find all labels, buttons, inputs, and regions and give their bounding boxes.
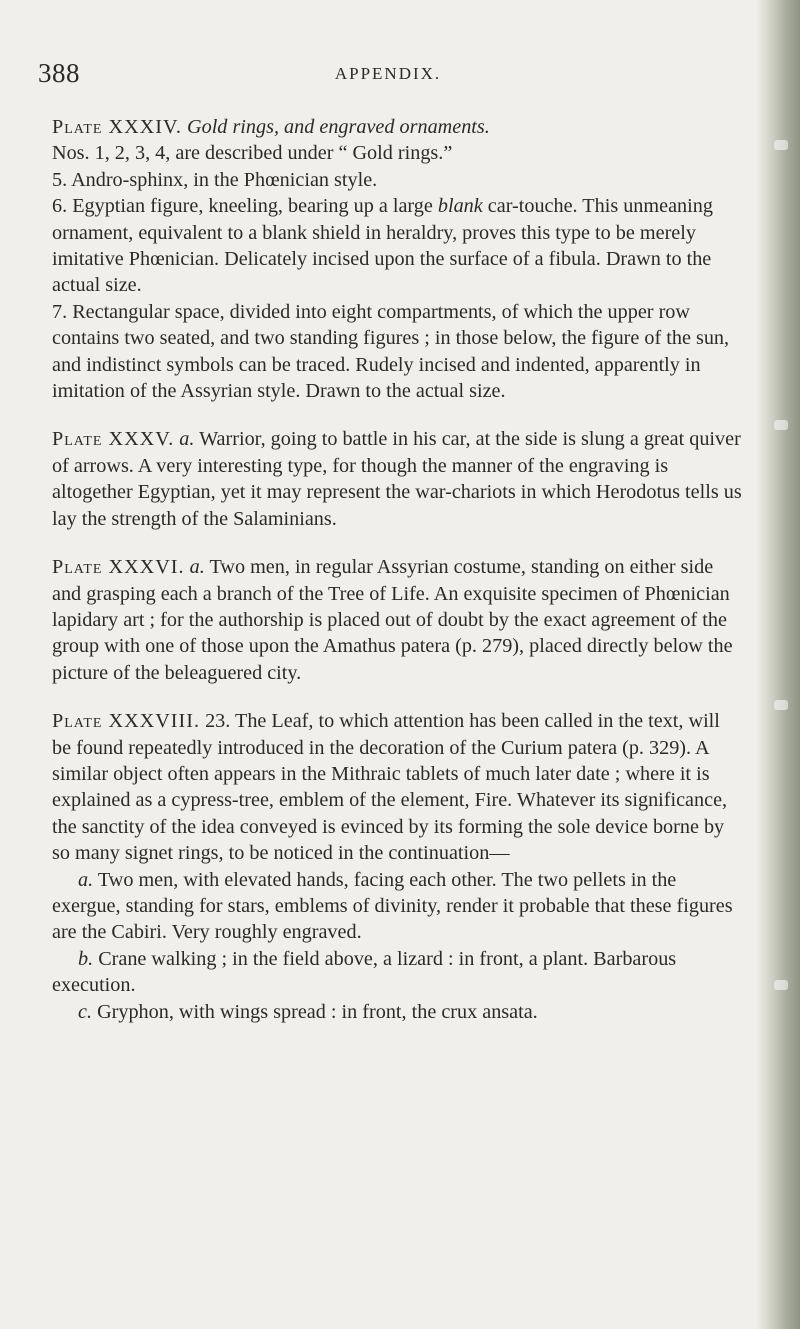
plate-38-paragraph xyxy=(52,708,742,866)
plate-35-paragraph xyxy=(52,426,742,532)
plate-36-section xyxy=(52,554,742,686)
edge-mark xyxy=(774,140,788,150)
item-text: car-touche. This unmeaning ornament, equivalent to a blank shield in heraldry, proves this type to be merely imitative Phœnician. Delicately incised upon the surface of a fibula. Drawn to the actual size. xyxy=(52,195,713,297)
plate-38-item-c xyxy=(52,999,742,1025)
page-number: 388 xyxy=(38,58,80,88)
page-header xyxy=(38,58,738,94)
item-text: Gryphon, with wings spread : in front, the crux ansata. xyxy=(97,1000,538,1023)
running-head: APPENDIX. xyxy=(334,64,442,83)
plate-34-section xyxy=(52,114,742,404)
item-emphasis: blank xyxy=(437,195,483,218)
edge-mark xyxy=(774,420,788,430)
item-text: Two men, with elevated hands, facing each other. The two pellets in the exergue, standing for stars, emblems of divinity, render it probable that these figures are the Cabiri. Very roughly engraved. xyxy=(52,868,733,944)
edge-mark xyxy=(774,700,788,710)
plate-34-heading xyxy=(52,114,742,140)
plate-35-section xyxy=(52,426,742,532)
plate-label: Plate XXXVI. xyxy=(52,556,185,579)
plate-38-item-a xyxy=(52,867,742,946)
plate-label: Plate XXXVIII. xyxy=(52,710,201,733)
plate-38-item-b xyxy=(52,946,742,999)
edge-mark xyxy=(774,980,788,990)
item-text: Crane walking ; in the field above, a lizard : in front, a plant. Barbarous execution. xyxy=(52,947,677,997)
plate-34-item-nos: Nos. 1, 2, 3, 4, are described under “ Gold rings.” xyxy=(52,142,453,165)
plate-34-item-7: 7. Rectangular space, divided into eight compartments, of which the upper row contains two seated, and two standing figures ; in those below, the figure of the sun, and indistinct symbols can be traced. Rudely incised and indented, apparently in imitation of the Assyrian style. Drawn to the actual size. xyxy=(52,300,730,403)
plate-38-section xyxy=(52,708,742,1025)
plate-label: Plate XXXV. xyxy=(52,428,175,451)
sub-label: a. xyxy=(78,868,94,891)
sub-label: b. xyxy=(78,947,94,970)
plate-label: Plate XXXIV. xyxy=(52,116,182,138)
plate-text: Two men, in regular Assyrian costume, standing on either side and grasping each a branch of the Tree of Life. An exquisite specimen of Phœnician lapidary art ; for the authorship is placed out of doubt by the exact agreement of the group with one of those upon the Amathus patera (p. 279), placed directly below the picture of the beleaguered city. xyxy=(52,556,733,684)
plate-34-item-6 xyxy=(52,193,742,299)
page-edge-shadow xyxy=(756,0,800,1329)
plate-34-item-5: 5. Andro-sphinx, in the Phœnician style. xyxy=(52,168,378,191)
item-text: 6. Egyptian figure, kneeling, bearing up a large xyxy=(52,195,438,218)
sub-label: a. xyxy=(179,428,195,451)
plate-36-paragraph xyxy=(52,554,742,686)
plate-title: Gold rings, and engraved ornaments. xyxy=(187,116,490,138)
sub-label: a. xyxy=(189,556,205,579)
page-body xyxy=(52,114,742,1025)
plate-text: 23. The Leaf, to which attention has been called in the text, will be found repeatedly introduced in the decoration of the Curium patera (p. 329). A similar object often appears in the Mithraic tablets of much later date ; where it is explained as a cypress-tree, emblem of the element, Fire. Whatever its significance, the sanctity of the idea conveyed is evinced by its forming the sole device borne by so many signet rings, to be noticed in the continuation— xyxy=(52,710,728,865)
sub-label: c. xyxy=(78,1000,93,1023)
plate-text: Warrior, going to battle in his car, at the side is slung a great quiver of arrows. A very interesting type, for though the manner of the engraving is altogether Egyptian, yet it may represent the war-chariots in which Herodotus tells us lay the strength of the Salaminians. xyxy=(52,428,742,530)
